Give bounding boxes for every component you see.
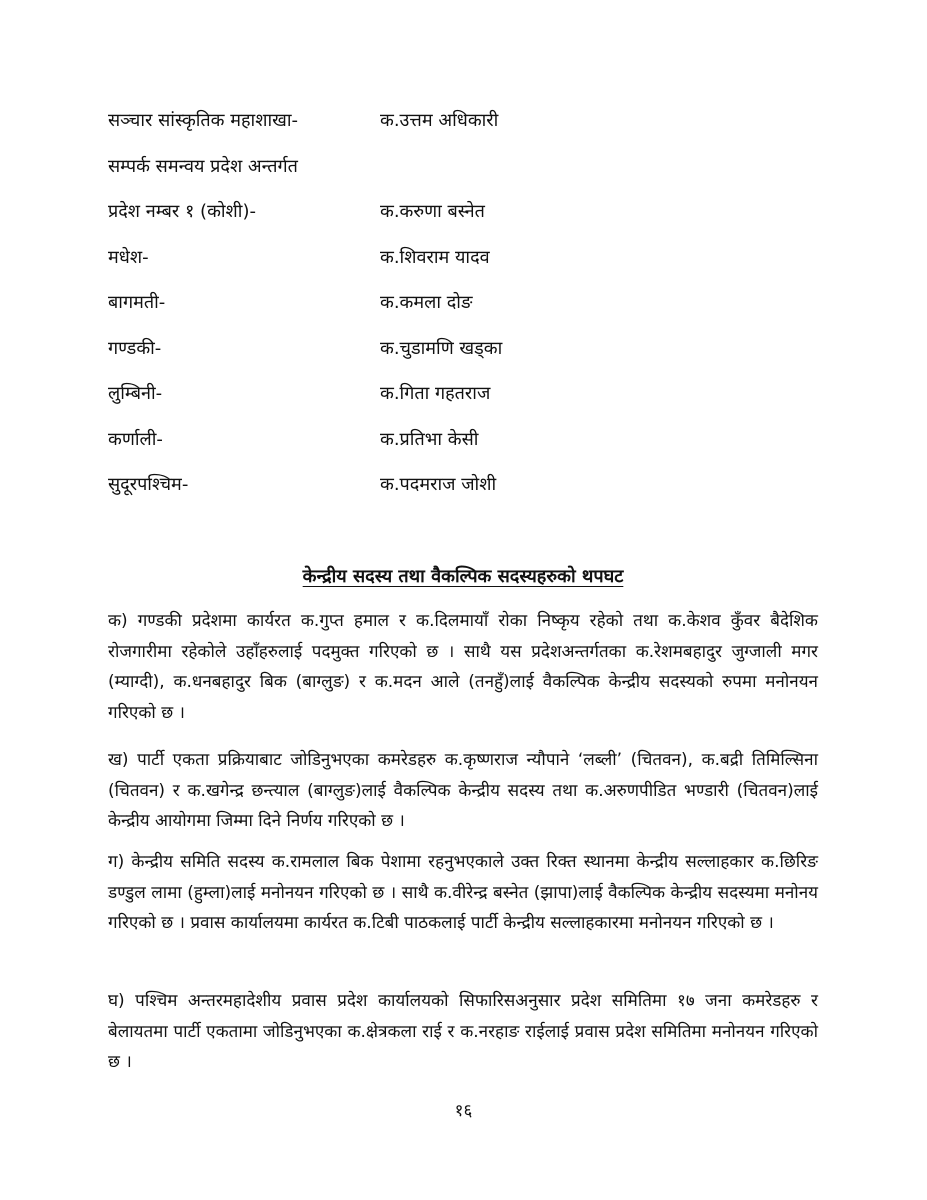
row-name: क.शिवराम यादव — [380, 246, 490, 268]
page-number: १६ — [454, 1101, 473, 1121]
row-name: क.करुणा बस्नेत — [380, 201, 485, 222]
row-label: सञ्चार सांस्कृतिक महाशाखा- — [108, 110, 298, 131]
row-label: कर्णाली- — [108, 428, 163, 450]
list-item — [108, 288, 828, 334]
row-name: क.चुडामणि खड्का — [380, 337, 503, 359]
list-item — [108, 243, 828, 289]
row-name: क.पदमराज जोशी — [380, 474, 497, 495]
list-item — [108, 106, 828, 152]
section-heading-text: केन्द्रीय सदस्य तथा वैकल्पिक सदस्यहरुको थपघट — [302, 566, 624, 587]
list-item — [108, 379, 828, 425]
row-label: प्रदेश नम्बर १ (कोशी)- — [108, 201, 256, 222]
section-heading — [108, 562, 818, 592]
paragraph-gha: घ) पश्चिम अन्तरमहादेशीय प्रवास प्रदेश कार्यालयको सिफारिसअनुसार प्रदेश समितिमा १७ जना कमरेडहरु र बेलायतमा पार्टी एकतामा जोडिनुभएका क.क्षेत्रकला राई र क.नरहाङ राईलाई प्रवास प्रदेश समितिमा मनोनयन गरिएको छ । — [108, 991, 818, 1072]
row-name: क.उत्तम अधिकारी — [380, 110, 499, 131]
row-name: क.गिता गहतराज — [380, 383, 491, 404]
row-label: मधेश- — [108, 246, 149, 268]
list-item — [108, 152, 828, 198]
assignment-list — [108, 106, 828, 516]
row-label: बागमती- — [108, 292, 166, 313]
list-item — [108, 334, 828, 380]
paragraph-ga: ग) केन्द्रीय समिति सदस्य क.रामलाल बिक पेशामा रहनुभएकाले उक्त रिक्त स्थानमा केन्द्रीय सल्लाहकार क.छिरिङ डण्डुल लामा (हुम्ला)लाई मनोनयन गरिएको छ । साथै क.वीरेन्द्र बस्नेत (झापा)लाई वैकल्पिक केन्द्रीय सदस्यमा मनोनय गरिएको छ । प्रवास कार्यालयमा कार्यरत क.टिबी पाठकलाई पार्टी केन्द्रीय सल्लाहकारमा मनोनयन गरिएको छ । — [108, 852, 818, 933]
row-label: लुम्बिनी- — [108, 383, 163, 404]
list-item — [108, 425, 828, 471]
row-label: सुदूरपश्चिम- — [108, 474, 189, 495]
paragraph-kha: ख) पार्टी एकता प्रक्रियाबाट जोडिनुभएका कमरेडहरु क.कृष्णराज न्यौपाने ‘लब्ली’ (चितवन), क.बद्री तिमिल्सिना (चितवन) र क.खगेन्द्र छन्त्याल (बाग्लुङ)लाई वैकल्पिक केन्द्रीय सदस्य तथा क.अरुणपीडित भण्डारी (चितवन)लाई केन्द्रीय आयोगमा जिम्मा दिने निर्णय गरिएको छ । — [108, 750, 818, 831]
list-item — [108, 197, 828, 243]
row-label: गण्डकी- — [108, 337, 162, 359]
row-name: क.प्रतिभा केसी — [380, 428, 479, 450]
row-label: सम्पर्क समन्वय प्रदेश अन्तर्गत — [108, 155, 298, 177]
row-name: क.कमला दोङ — [380, 292, 473, 313]
paragraph-ka: क) गण्डकी प्रदेशमा कार्यरत क.गुप्त हमाल र क.दिलमायाँ रोका निष्कृय रहेको तथा क.केशव कुँवर बैदेशिक रोजगारीमा रहेकोले उहाँहरुलाई पदमुक्त गरिएको छ । साथै यस प्रदेशअन्तर्गतका क.रेशमबहादुर जुग्जाली मगर (म्याग्दी), क.धनबहादुर बिक (बाग्लुङ) र क.मदन आले (तनहुँ)लाई वैकल्पिक केन्द्रीय सदस्यको रुपमा मनोनयन गरिएको छ । — [108, 611, 818, 723]
list-item — [108, 470, 828, 516]
